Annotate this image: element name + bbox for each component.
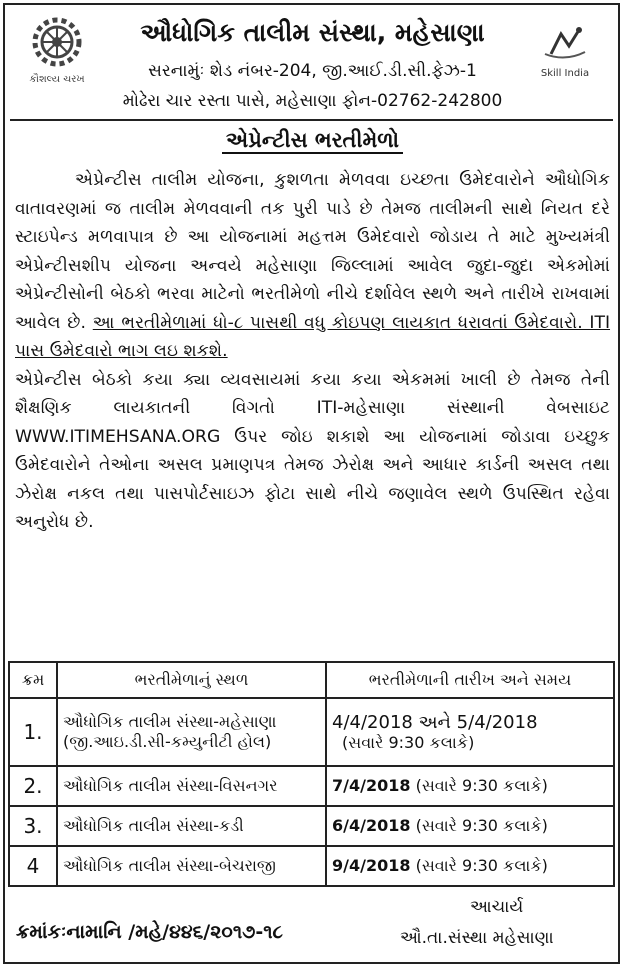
paragraph-2: એપ્રેન્ટીસ બેઠકો કયા ક્યા વ્યવસાયમાં કયા કયા એકમમાં ખાલી છે તેમજ તેની શૈક્ષણિક લાયકાતની વિગતો ITI-મહેસાણા સંસ્થાની વેબસાઇટ WWW.ITIMEHSANA.ORG ઉપર જોઇ શકાશે આ યોજનામાં જોડાવા ઇચ્છુક ઉમેદવારોને તેઓના અસલ પ્રમાણપત્ર તેમજ ઝેરોક્ષ અને આધાર કાર્ડની અસલ તથા ઝેરોક્ષ નકલ તથા પાસપોર્ટસાઇઝ ફોટા સાથે નીચે જણાવેલ સ્થળે ઉપસ્થિત રહેવા અનુરોધ છે.: [15, 369, 610, 532]
table-row: [9, 698, 614, 766]
time-value: (સવારે 9:30 કલાકે): [410, 856, 548, 875]
date-value: 6/4/2018: [332, 816, 411, 835]
place-line-1: ઔધોગિક તાલીમ સંસ્થા-મહેસાણા: [63, 712, 277, 731]
signatory-title: આચાર્ય: [470, 897, 524, 917]
table-row: [9, 766, 614, 806]
logo-right-caption: Skill India: [540, 68, 590, 79]
header-divider: [10, 119, 613, 121]
fair-place: ઔધોગિક તાલીમ સંસ્થા-વિસનગર: [57, 766, 326, 806]
logo-left-caption: કૌશલ્ય ચરખ: [29, 74, 85, 85]
date-value: 9/4/2018: [332, 856, 411, 875]
eligibility-text: આ ભરતીમેળામાં ધો-૮ પાસથી વધુ કોઇપણ લાયકાત ધરાવતાં ઉમેદવારો. ITI પાસ ઉમેદવારો ભાગ લઇ શકશે.: [15, 312, 611, 361]
row-number: 3.: [9, 806, 57, 846]
col-header-place: ભરતીમેળાનું સ્થળ: [57, 662, 326, 698]
col-header-no: ક્રમ: [9, 662, 57, 698]
table-row: [9, 806, 614, 846]
fair-date: [326, 698, 614, 766]
signatory-org: ઔ.તા.સંસ્થા મહેસાણા: [400, 928, 554, 948]
notice-subtitle: [0, 128, 625, 153]
time-value: (સવારે 9:30 કલાકે): [410, 816, 548, 835]
address-line-1: સરનામુંઃ શેડ નંબર-204, જી.આઈ.ડી.સી.ફેઝ-1: [148, 61, 477, 81]
reference-number: ક્રમાંકઃનામાનિ /મહે/૪૪૬/૨૦૧૭-૧૮: [16, 921, 283, 943]
fair-date: [326, 806, 614, 846]
time-value: (સવારે 9:30 કલાકે): [410, 776, 548, 795]
row-number: 4: [9, 846, 57, 886]
paragraph-1-text: એપ્રેન્ટીસ તાલીમ યોજના, કુશળતા મેળવવા ઇચ્છતા ઉમેદવારોને ઔધોગિક વાતાવરણમાં જ તાલીમ મેળવવાની તક પુરી પાડે છે તેમજ તાલીમની સાથે નિયત દરે સ્ટાઇપેન્ડ મળવાપાત્ર છે આ યોજનામાં મહત્તમ ઉમેદવારો જોડાય તે માટે મુખ્યમંત્રી એપ્રેન્ટીસશીપ યોજના અન્વયે મહેસાણા જિલ્લામાં આવેલ જુદા-જુદા એકમોમાં એપ્રેન્ટીસોની બેઠકો ભરવા માટેનો ભરતીમેળો નીચે દર્શાવેલ સ્થળે અને તારીખે રાખવામાં આવેલ છે.: [15, 170, 610, 333]
table-header-row: [9, 662, 614, 698]
subtitle-text: એપ્રેન્ટીસ ભરતીમેળો: [222, 128, 403, 154]
fair-place: ઔધોગિક તાલીમ સંસ્થા-બેચરાજી: [57, 846, 326, 886]
row-number: 2.: [9, 766, 57, 806]
institute-title: ઔધોગિક તાલીમ સંસ્થા, મહેસાણા: [140, 18, 485, 47]
notice-body: [15, 166, 610, 537]
fair-place: [57, 698, 326, 766]
table-row: [9, 846, 614, 886]
date-line-2: (સવારે 9:30 કલાકે): [342, 732, 475, 752]
fair-place: ઔધોગિક તાલીમ સંસ્થા-કડી: [57, 806, 326, 846]
place-line-2: (જી.આઇ.ડી.સી-કમ્યુનીટી હોલ): [63, 732, 272, 751]
job-fair-table: [8, 661, 615, 887]
date-value: 7/4/2018: [332, 776, 411, 795]
fair-date: [326, 846, 614, 886]
col-header-date: ભરતીમેળાની તારીખ અને સમય: [326, 662, 614, 698]
paragraph-1: [15, 166, 610, 366]
address-line-2: મોઢેરા ચાર રસ્તા પાસે, મહેસાણા ફોન-02762-242800: [122, 91, 503, 111]
fair-date: [326, 766, 614, 806]
row-number: 1.: [9, 698, 57, 766]
date-line-1: 4/4/2018 અને 5/4/2018: [332, 711, 538, 733]
